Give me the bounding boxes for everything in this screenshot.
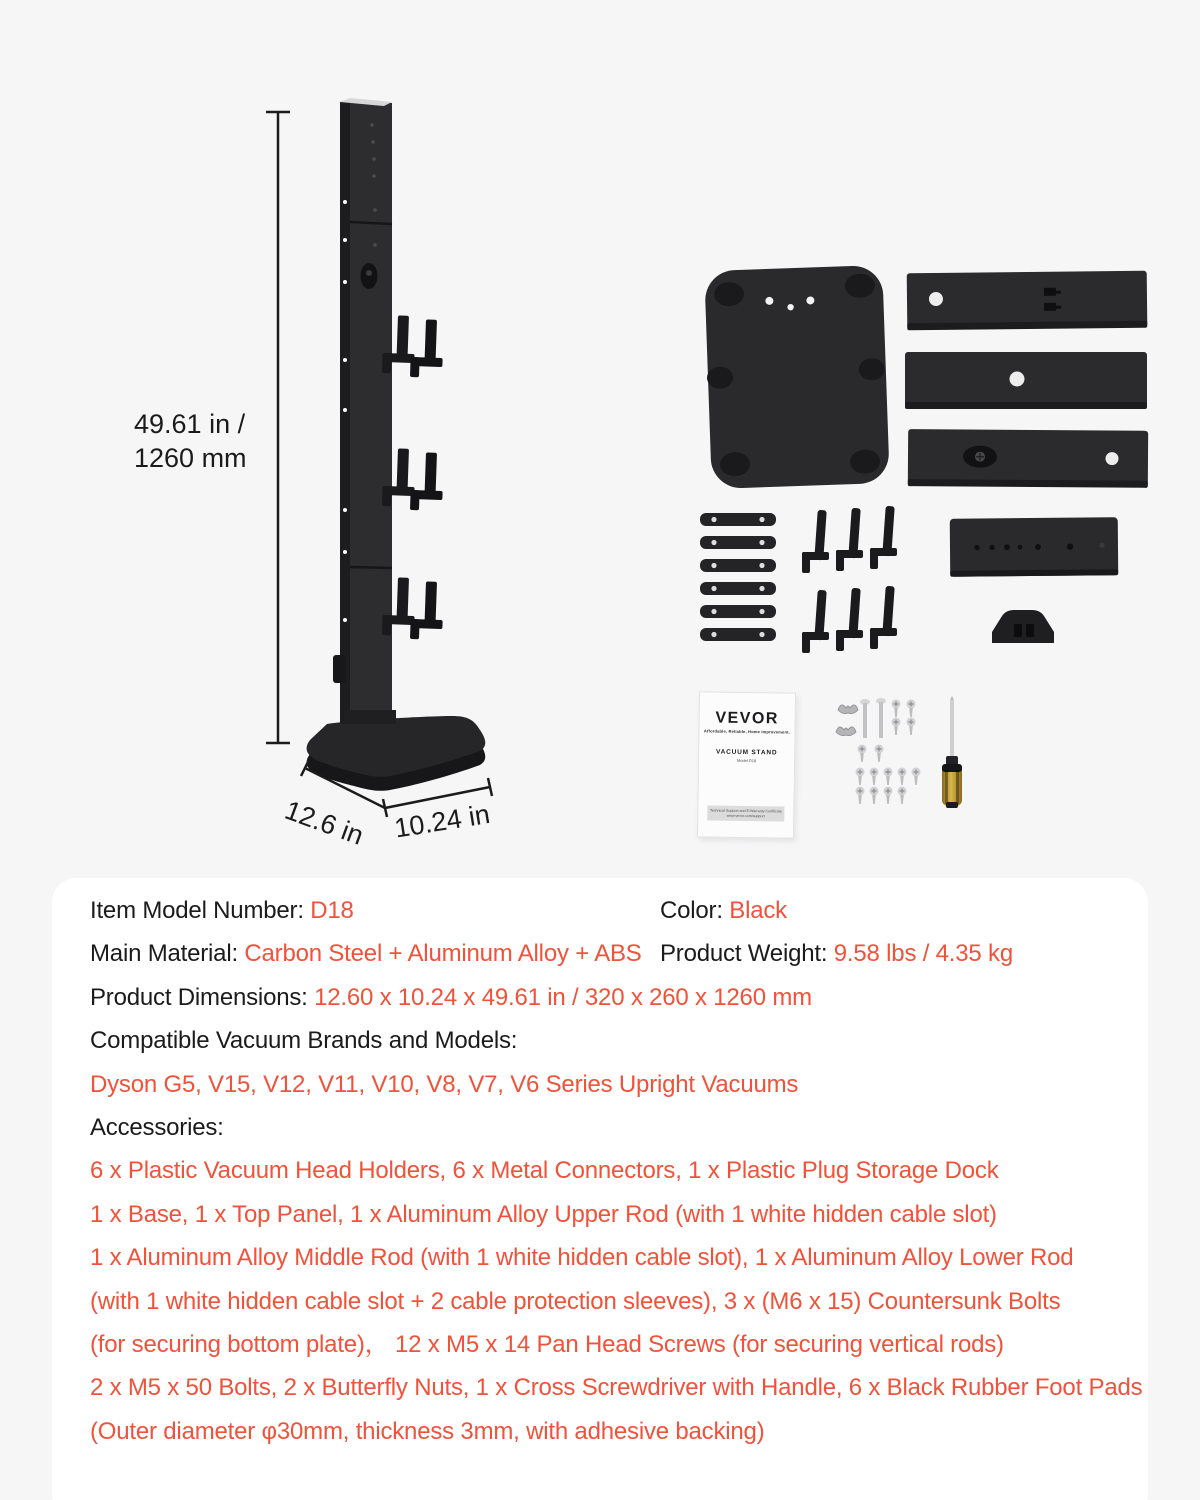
instruction-manual: [697, 691, 796, 838]
spec-row-accessories-4: (with 1 white hidden cable slot + 2 cable protection sleeves), 3 x (M6 x 15) Countersunk Bolts: [90, 1287, 1061, 1315]
spec-row-accessories-6: 2 x M5 x 50 Bolts, 2 x Butterfly Nuts, 1 x Cross Screwdriver with Handle, 6 x Black Rubber Foot Pads: [90, 1374, 1143, 1402]
long-bolts: [860, 698, 886, 738]
medium-screws: [858, 745, 884, 763]
spec-row-accessories-5: (for securing bottom plate)， 12 x M5 x 14 Pan Head Screws (for securing vertical rods): [90, 1330, 1004, 1358]
top-panel: [950, 517, 1118, 576]
middle-rod: [905, 352, 1147, 409]
vacuum-stand-illustration: [90, 80, 510, 870]
spec-list: [90, 889, 1150, 1453]
head-holder-hooks: [802, 506, 897, 653]
manual-title: VACUUM STAND: [715, 748, 778, 757]
spec-row-accessories-2: 1 x Base, 1 x Top Panel, 1 x Aluminum Alloy Upper Rod (with 1 white hidden cable slot): [90, 1200, 997, 1228]
manual-model: Model D18: [736, 757, 757, 764]
spec-row-compatible-models: Dyson G5, V15, V12, V11, V10, V8, V7, V6 Series Upright Vacuums: [90, 1070, 799, 1098]
spec-row-accessories-heading: Accessories:: [90, 1113, 224, 1141]
pan-head-screws: [856, 768, 921, 805]
weight-value: 9.58 lbs / 4.35 kg: [833, 940, 1013, 968]
dimensions-value: 12.60 x 10.24 x 49.61 in / 320 x 260 x 1260 mm: [314, 983, 812, 1011]
model-label: Item Model Number:: [90, 897, 311, 924]
model-value: D18: [310, 897, 354, 924]
upper-rod: [907, 271, 1148, 331]
spec-row-accessories-7: (Outer diameter φ30mm, thickness 3mm, with adhesive backing): [90, 1417, 765, 1445]
color-label: Color:: [660, 897, 730, 924]
height-dimension-label: 49.61 in / 1260 mm: [134, 409, 247, 473]
hardware-set: [836, 696, 962, 808]
cross-screwdriver: [942, 696, 962, 808]
spec-row-compatible-heading: Compatible Vacuum Brands and Models:: [90, 1027, 518, 1055]
manual-tagline: Affordable, Reliable, Home Improvement.: [703, 728, 791, 735]
dimensions-label: Product Dimensions:: [90, 983, 315, 1011]
spec-row-accessories-3: 1 x Aluminum Alloy Middle Rod (with 1 white hidden cable slot), 1 x Aluminum Alloy Lower Rod: [90, 1244, 1074, 1272]
color-value: Black: [729, 897, 787, 924]
height-dimension-line: [266, 112, 290, 743]
material-value: Carbon Steel + Aluminum Alloy + ABS: [244, 940, 642, 968]
spec-row-material-weight: [90, 932, 1150, 975]
weight-label: Product Weight:: [660, 940, 834, 968]
plug-storage-dock: [992, 610, 1054, 643]
spec-row-accessories-1: 6 x Plastic Vacuum Head Holders, 6 x Metal Connectors, 1 x Plastic Plug Storage Dock: [90, 1157, 999, 1185]
pole-cable-clip: [333, 655, 346, 683]
countersunk-bolts: [892, 700, 916, 736]
depth-dimension-label: 12.6 in: [281, 794, 368, 851]
base-plate: [703, 265, 889, 489]
vevor-logo: VEVOR: [715, 709, 780, 728]
material-label: Main Material:: [90, 940, 245, 968]
metal-connectors: [700, 513, 776, 641]
butterfly-nuts: [836, 705, 858, 736]
spec-row-dimensions: [90, 976, 1150, 1019]
spec-row-model-color: [90, 889, 1150, 932]
lower-rod: [908, 429, 1148, 488]
manual-footer: Technical Support and E-Warranty Certificate www.vevor.com/support: [707, 805, 784, 821]
width-dimension-label: 10.24 in: [392, 798, 492, 844]
